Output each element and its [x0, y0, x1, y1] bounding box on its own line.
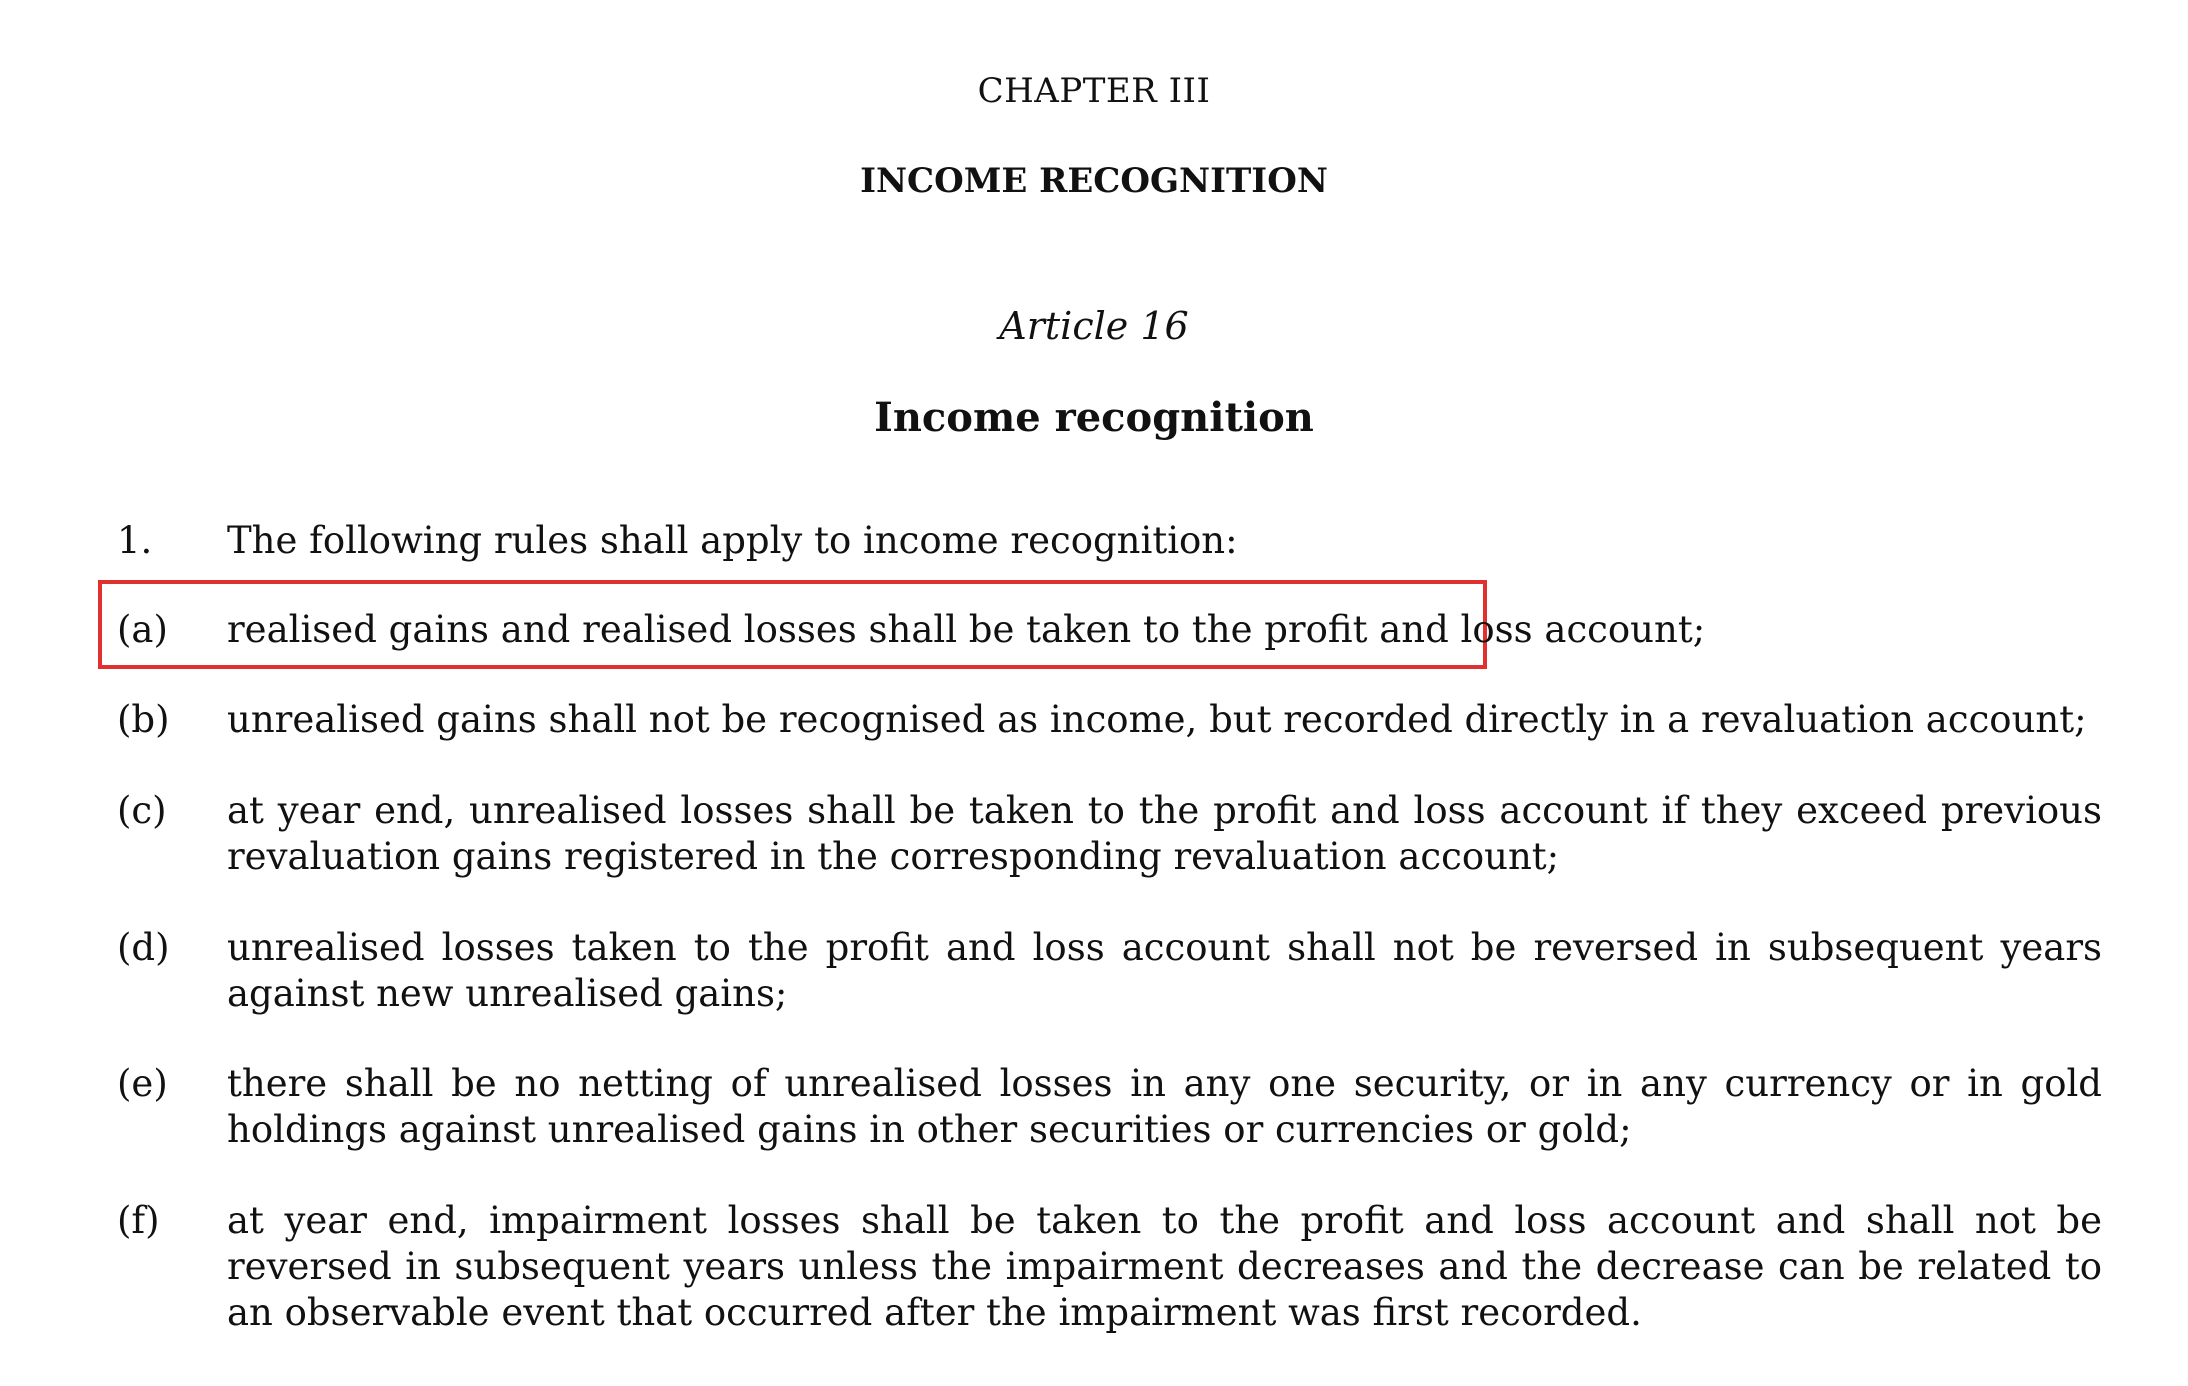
item-label: (e): [117, 1062, 168, 1105]
item-text: at year end, unrealised losses shall be taken to the profit and loss account if they exceed previous revaluation gains registered in the corresponding revaluation account;: [227, 789, 2102, 878]
item-label: (d): [117, 926, 170, 969]
article-title: Income recognition: [874, 394, 1314, 441]
chapter-title: INCOME RECOGNITION: [860, 161, 1328, 201]
chapter-number: CHAPTER III: [977, 71, 1211, 111]
paragraph-text: The following rules shall apply to income recognition:: [227, 519, 1238, 562]
item-label: (a): [117, 608, 168, 651]
item-text: realised gains and realised losses shall be taken to the profit and loss account;: [227, 608, 1706, 651]
paragraph-number: 1.: [117, 519, 153, 562]
item-text: there shall be no netting of unrealised losses in any one security, or in any currency or in gold holdings against unrealised gains in other securities or currencies or gold;: [227, 1062, 2102, 1151]
item-text: unrealised losses taken to the profit and loss account shall not be reversed in subsequent years against new unrealised gains;: [227, 926, 2102, 1015]
item-text: at year end, impairment losses shall be taken to the profit and loss account and shall not be reversed in subsequent years unless the impairment decreases and the decrease can be related to an observable event that occurred after the impairment was first recorded.: [227, 1199, 2102, 1334]
item-label: (b): [117, 698, 170, 741]
article-number: Article 16: [999, 304, 1189, 348]
item-text: unrealised gains shall not be recognised as income, but recorded directly in a revaluation account;: [227, 698, 2087, 741]
item-label: (f): [117, 1199, 160, 1242]
item-label: (c): [117, 789, 167, 832]
